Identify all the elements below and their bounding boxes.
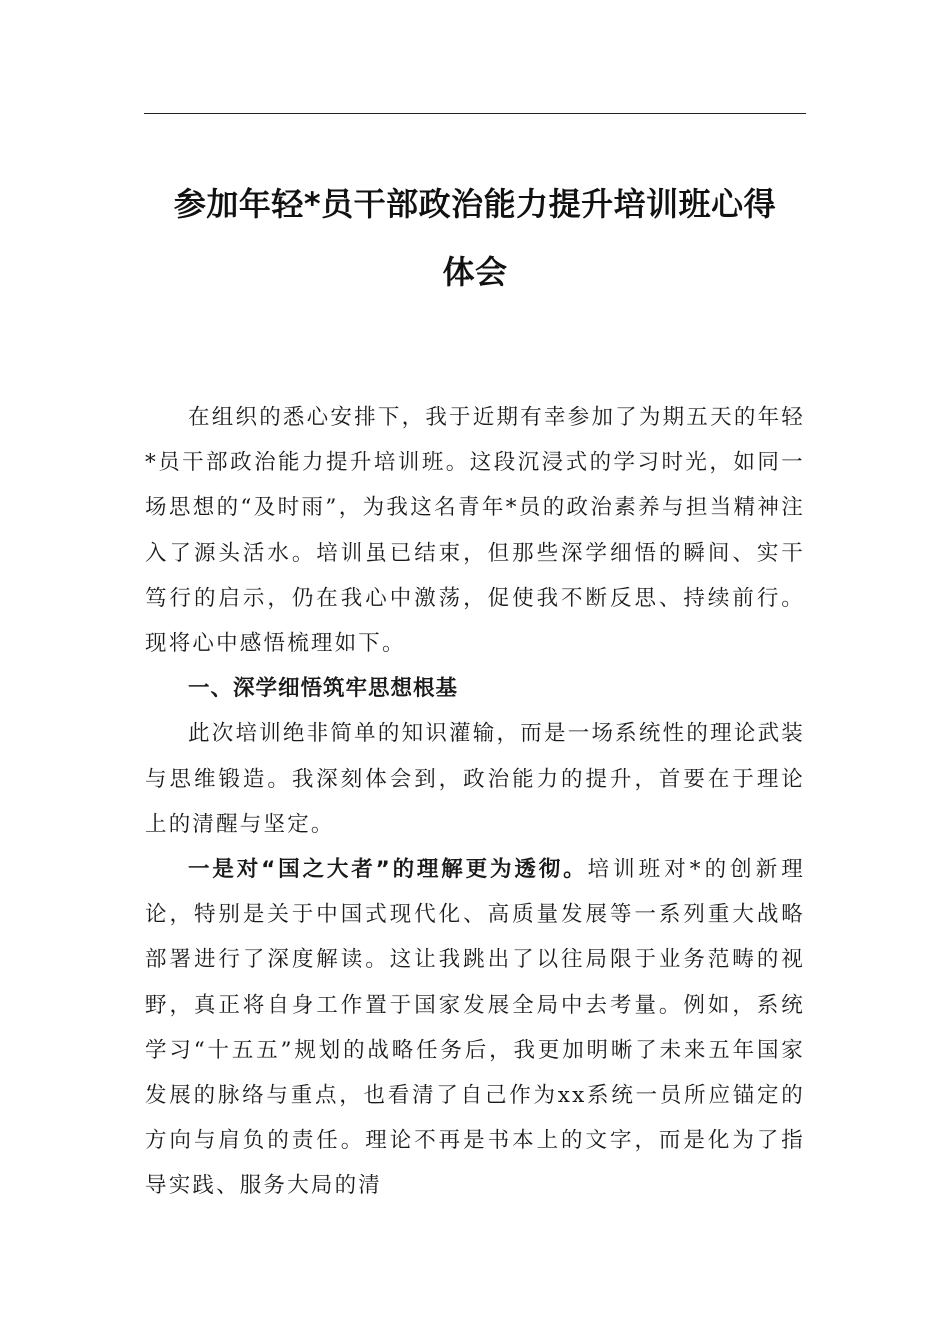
paragraph-section-1-intro: 此次培训绝非简单的知识灌输，而是一场系统性的理论武装与思维锻造。我深刻体会到，政治能力的提升，首要在于理论上的清醒与坚定。 bbox=[145, 721, 805, 837]
paragraph-point-1 bbox=[145, 847, 805, 1209]
title-line-1: 参加年轻*员干部政治能力提升培训班心得 bbox=[173, 185, 777, 223]
point-1-lead: 一是对“国之大者”的理解更为透彻。 bbox=[188, 857, 588, 883]
document-body bbox=[145, 395, 805, 1209]
paragraph-intro: 在组织的悉心安排下，我于近期有幸参加了为期五天的年轻*员干部政治能力提升培训班。这段沉浸式的学习时光，如同一场思想的“及时雨”，为我这名青年*员的政治素养与担当精神注入了源头活水。培训虽已结束，但那些深学细悟的瞬间、实干笃行的启示，仍在我心中激荡，促使我不断反思、持续前行。现将心中感悟梳理如下。 bbox=[145, 405, 805, 657]
header-rule bbox=[144, 113, 806, 114]
point-1-body: 培训班对*的创新理论，特别是关于中国式现代化、高质量发展等一系列重大战略部署进行了深度解读。这让我跳出了以往局限于业务范畴的视野，真正将自身工作置于国家发展全局中去考量。例如，系统学习“十五五”规划的战略任务后，我更加明晰了未来五年国家发展的脉络与重点，也看清了自己作为xx系统一员所应锚定的方向与肩负的责任。理论不再是书本上的文字，而是化为了指导实践、服务大局的清 bbox=[145, 857, 805, 1199]
section-heading-1: 一、深学细悟筑牢思想根基 bbox=[188, 676, 459, 702]
title-line-2: 体会 bbox=[442, 253, 508, 291]
document-title bbox=[144, 170, 806, 306]
